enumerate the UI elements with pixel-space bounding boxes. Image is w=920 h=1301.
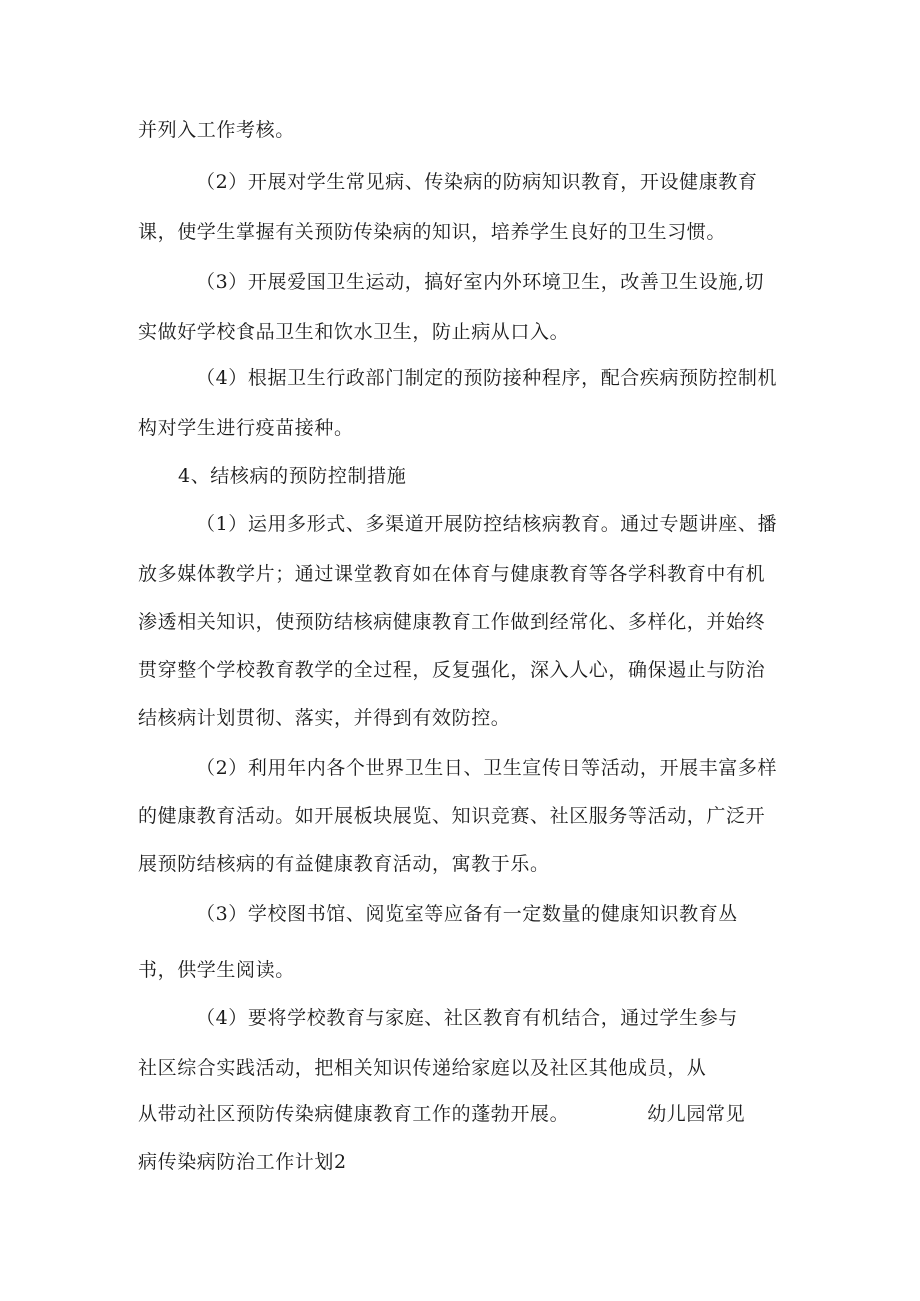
text-line: 结核病计划贯彻、落实，并得到有效防控。 bbox=[138, 707, 511, 729]
text-line: （4）要将学校教育与家庭、社区教育有机结合，通过学生参与 bbox=[196, 1007, 738, 1029]
text-line: 课，使学生掌握有关预防传染病的知识，培养学生良好的卫生习惯。 bbox=[138, 221, 727, 243]
text-line: （2）利用年内各个世界卫生日、卫生宣传日等活动，开展丰富多样 bbox=[196, 757, 778, 779]
text-line: 放多媒体教学片；通过课堂教育如在体育与健康教育等各学科教育中有机 bbox=[138, 563, 766, 585]
text-fragment: 从带动社区预防传染病健康教育工作的蓬勃开展。 bbox=[138, 1103, 570, 1125]
text-line: （2）开展对学生常见病、传染病的防病知识教育，开设健康教育 bbox=[196, 171, 758, 193]
text-line: 构对学生进行疫苗接种。 bbox=[138, 417, 354, 439]
next-title-line: 病传染病防治工作计划2 bbox=[138, 1151, 347, 1173]
text-line: 渗透相关知识，使预防结核病健康教育工作做到经常化、多样化，并始终 bbox=[138, 611, 766, 633]
text-line: 书，供学生阅读。 bbox=[138, 959, 295, 981]
text-line: 实做好学校食品卫生和饮水卫生，防止病从口入。 bbox=[138, 321, 570, 343]
text-line: 展预防结核病的有益健康教育活动，寓教于乐。 bbox=[138, 853, 550, 875]
text-line: 贯穿整个学校教育教学的全过程，反复强化，深入人心，确保遏止与防治 bbox=[138, 659, 766, 681]
text-line: 的健康教育活动。如开展板块展览、知识竞赛、社区服务等活动，广泛开 bbox=[138, 805, 766, 827]
text-line: 并列入工作考核。 bbox=[138, 119, 295, 141]
text-line: （3）开展爱国卫生运动，搞好室内外环境卫生，改善卫生设施,切 bbox=[196, 271, 765, 293]
text-line bbox=[138, 1102, 745, 1126]
text-line: 社区综合实践活动，把相关知识传递给家庭以及社区其他成员，从 bbox=[138, 1057, 707, 1079]
text-line: （4）根据卫生行政部门制定的预防接种程序，配合疾病预防控制机 bbox=[196, 367, 778, 389]
next-title-fragment: 幼儿园常见 bbox=[647, 1103, 746, 1125]
section-heading: 4、结核病的预防控制措施 bbox=[178, 465, 407, 487]
text-line: （3）学校图书馆、阅览室等应备有一定数量的健康知识教育丛 bbox=[196, 903, 738, 925]
text-line: （1）运用多形式、多渠道开展防控结核病教育。通过专题讲座、播 bbox=[196, 513, 778, 535]
